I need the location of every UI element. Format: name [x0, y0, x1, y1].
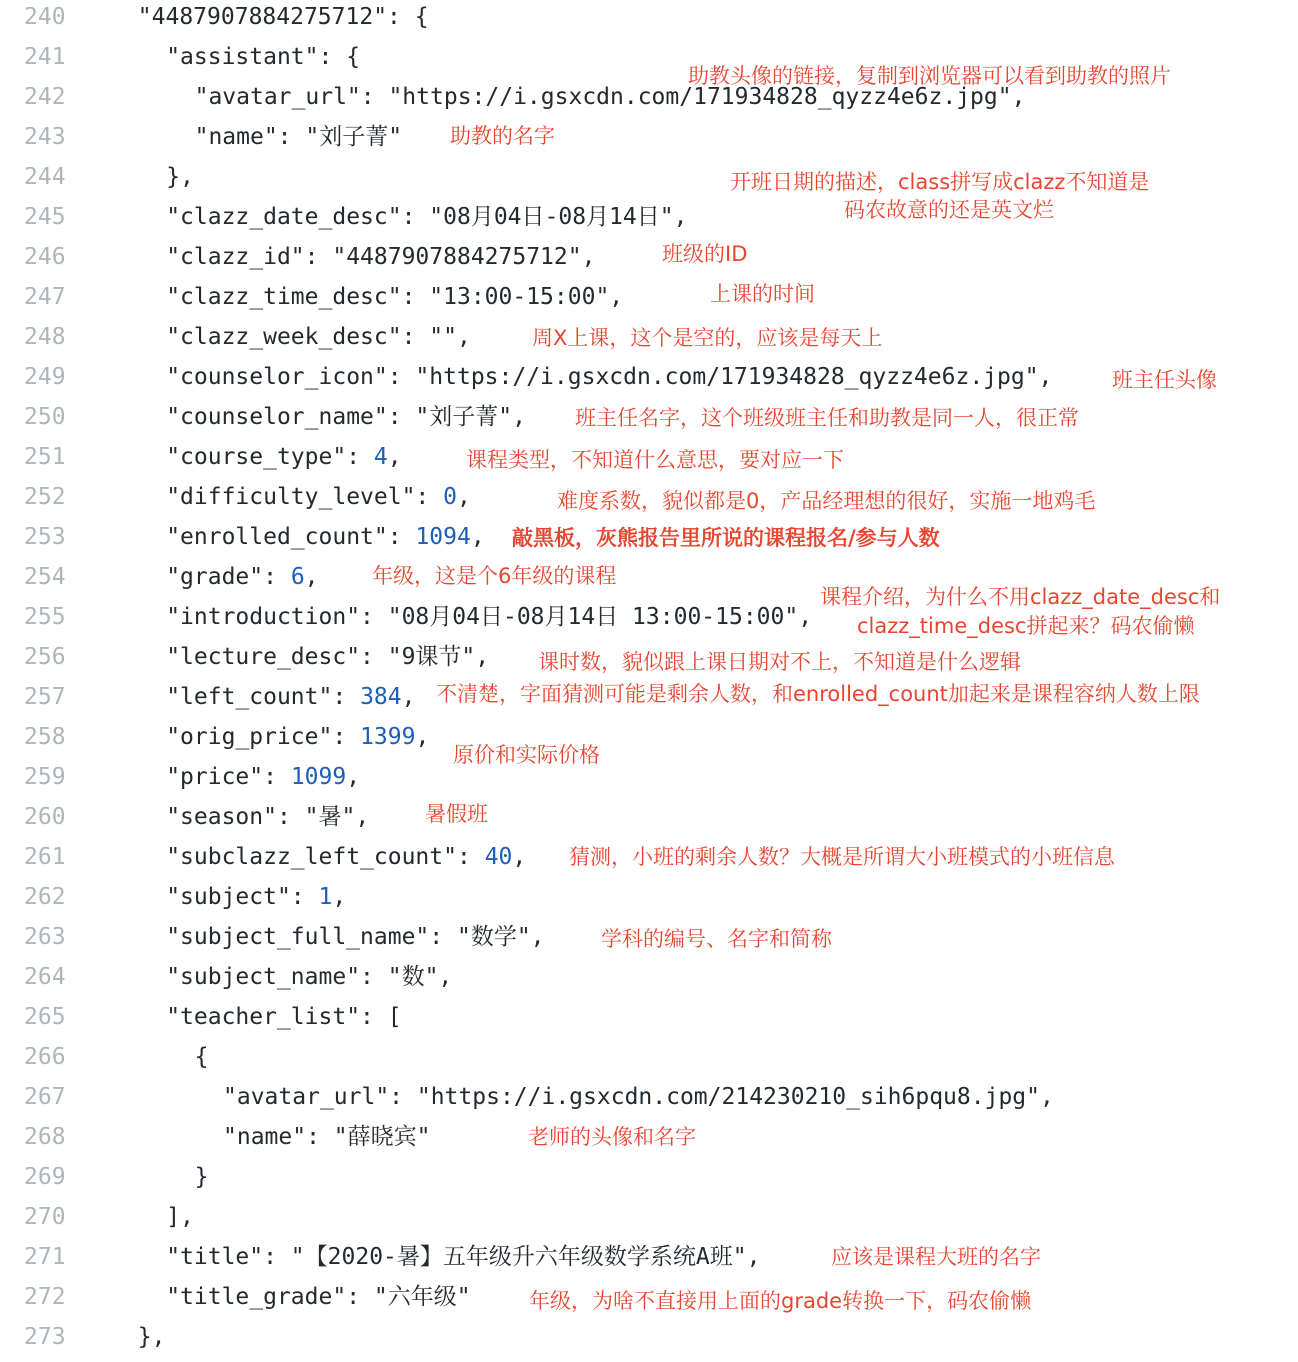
line-number: 245	[24, 204, 66, 230]
annotation-note: 敲黑板，灰熊报告里所说的课程报名/参与人数	[512, 526, 940, 550]
code-text: "title": "【2020-暑】五年级升六年级数学系统A班",	[166, 1244, 761, 1270]
code-line	[0, 277, 1298, 317]
line-number: 243	[24, 124, 66, 150]
annotation-note: 班主任名字，这个班级班主任和助教是同一人，很正常	[575, 406, 1079, 430]
line-number: 240	[24, 4, 66, 30]
code-text	[166, 877, 346, 917]
number-literal: 0	[443, 484, 457, 510]
annotation-note: 老师的头像和名字	[528, 1125, 696, 1149]
code-text: "subject_name": "数",	[166, 964, 453, 990]
code-line	[0, 757, 1298, 797]
json-key: "subject":	[166, 884, 319, 910]
code-text	[166, 437, 401, 477]
code-text: }	[194, 1164, 209, 1190]
punctuation: ,	[470, 524, 485, 550]
line-number: 241	[24, 44, 66, 70]
code-text	[166, 677, 415, 717]
code-text: "counselor_icon": "https://i.gsxcdn.com/171934828_qyzz4e6z.jpg",	[166, 364, 1053, 390]
number-literal: 40	[484, 844, 513, 870]
punctuation: ,	[415, 724, 430, 750]
line-number: 253	[24, 524, 66, 550]
number-literal: 6	[290, 564, 305, 590]
line-number: 256	[24, 644, 66, 670]
line-number: 252	[24, 484, 66, 510]
line-number: 272	[24, 1284, 66, 1310]
annotation-note: clazz_time_desc拼起来？码农偷懒	[857, 614, 1195, 638]
code-text: "avatar_url": "https://i.gsxcdn.com/214230210_sih6pqu8.jpg",	[223, 1084, 1054, 1110]
code-text: "subject_full_name": "数学",	[166, 924, 545, 950]
line-number: 249	[24, 364, 66, 390]
code-text: "introduction": "08月04日-08月14日 13:00-15:00",	[166, 604, 813, 630]
annotation-note: 开班日期的描述，class拼写成clazz不知道是	[730, 170, 1150, 194]
code-text: "clazz_id": "4487907884275712",	[166, 244, 596, 270]
code-text: "avatar_url": "https://i.gsxcdn.com/171934828_qyzz4e6z.jpg",	[194, 84, 1026, 110]
code-line	[0, 957, 1298, 997]
json-key: "grade":	[166, 564, 291, 590]
json-key: "subclazz_left_count":	[166, 844, 485, 870]
json-key: "enrolled_count":	[166, 524, 416, 550]
line-number: 246	[24, 244, 66, 270]
line-number: 250	[24, 404, 66, 430]
line-number: 270	[24, 1204, 66, 1230]
line-number: 247	[24, 284, 66, 310]
line-number: 268	[24, 1124, 66, 1150]
code-text: "name": "刘子菁"	[194, 124, 403, 150]
code-text: "clazz_time_desc": "13:00-15:00",	[166, 284, 624, 310]
code-text: },	[166, 164, 194, 190]
code-line	[0, 1197, 1298, 1237]
line-number: 258	[24, 724, 66, 750]
line-number: 259	[24, 764, 66, 790]
code-text: {	[194, 1044, 209, 1070]
code-line	[0, 357, 1298, 397]
json-key: "course_type":	[166, 444, 374, 470]
annotation-note: 不清楚，字面猜测可能是剩余人数，和enrolled_count加起来是课程容纳人数上限	[436, 682, 1200, 706]
annotation-note: 年级，为啥不直接用上面的grade转换一下，码农偷懒	[529, 1289, 1032, 1313]
code-line	[0, 1237, 1298, 1277]
code-text	[166, 517, 485, 557]
annotation-note: 周X上课，这个是空的，应该是每天上	[532, 326, 883, 350]
line-number: 248	[24, 324, 66, 350]
line-number: 261	[24, 844, 66, 870]
line-number: 266	[24, 1044, 66, 1070]
annotation-note: 暑假班	[425, 802, 488, 826]
punctuation: ,	[332, 884, 347, 910]
annotation-note: 班级的ID	[662, 242, 748, 266]
annotation-note: 码农故意的还是英文烂	[844, 198, 1054, 222]
code-text: "title_grade": "六年级"	[166, 1284, 471, 1310]
code-line	[0, 237, 1298, 277]
code-line	[0, 877, 1298, 917]
code-line	[0, 797, 1298, 837]
code-text: },	[137, 1324, 166, 1350]
punctuation: ,	[512, 844, 527, 870]
punctuation: ,	[304, 564, 319, 590]
code-line	[0, 197, 1298, 237]
code-text	[166, 717, 429, 757]
code-line	[0, 1317, 1298, 1357]
annotation-note: 应该是课程大班的名字	[831, 1245, 1041, 1269]
code-line	[0, 1077, 1298, 1117]
code-line	[0, 997, 1298, 1037]
code-text: "name": "薛晓宾"	[223, 1124, 431, 1150]
code-text	[166, 477, 471, 517]
number-literal: 1399	[360, 724, 416, 750]
line-number: 255	[24, 604, 66, 630]
line-number: 251	[24, 444, 66, 470]
line-number: 242	[24, 84, 66, 110]
punctuation: ,	[401, 684, 416, 710]
punctuation: ,	[387, 444, 402, 470]
json-key: "difficulty_level":	[166, 484, 444, 510]
code-text: "lecture_desc": "9课节",	[166, 644, 490, 670]
line-number: 260	[24, 804, 66, 830]
line-number: 264	[24, 964, 66, 990]
line-number: 273	[24, 1324, 66, 1350]
number-literal: 1094	[415, 524, 471, 550]
annotation-note: 学科的编号、名字和简称	[601, 927, 832, 951]
annotation-note: 助教头像的链接，复制到浏览器可以看到助教的照片	[688, 64, 1171, 88]
number-literal: 384	[360, 684, 402, 710]
line-number: 271	[24, 1244, 66, 1270]
annotation-note: 课程介绍，为什么不用clazz_date_desc和	[820, 585, 1221, 609]
annotation-note: 原价和实际价格	[453, 743, 600, 767]
line-number: 257	[24, 684, 66, 710]
code-line	[0, 117, 1298, 157]
annotation-note: 猜测，小班的剩余人数？大概是所谓大小班模式的小班信息	[569, 845, 1115, 869]
json-key: "price":	[166, 764, 291, 790]
code-text: "clazz_date_desc": "08月04日-08月14日",	[166, 204, 688, 230]
json-key: "left_count":	[166, 684, 361, 710]
code-text: "teacher_list": [	[166, 1004, 402, 1030]
line-number: 263	[24, 924, 66, 950]
code-line	[0, 717, 1298, 757]
line-number: 269	[24, 1164, 66, 1190]
annotation-note: 助教的名字	[450, 124, 555, 148]
punctuation: ,	[346, 764, 361, 790]
line-number: 262	[24, 884, 66, 910]
annotation-note: 年级，这是个6年级的课程	[372, 564, 617, 588]
annotation-note: 难度系数，貌似都是0，产品经理想的很好，实施一地鸡毛	[557, 489, 1096, 513]
json-key: "orig_price":	[166, 724, 361, 750]
number-literal: 4	[373, 444, 388, 470]
annotation-note: 课时数，貌似跟上课日期对不上，不知道是什么逻辑	[538, 650, 1021, 674]
line-number: 265	[24, 1004, 66, 1030]
code-text	[166, 837, 526, 877]
code-text: ],	[166, 1204, 194, 1230]
code-text: "season": "暑",	[166, 804, 370, 830]
number-literal: 1099	[290, 764, 347, 790]
code-text	[166, 757, 360, 797]
punctuation: ,	[457, 484, 471, 510]
line-number: 244	[24, 164, 66, 190]
code-line	[0, 1157, 1298, 1197]
code-line	[0, 1037, 1298, 1077]
code-line	[0, 0, 1298, 37]
line-number: 267	[24, 1084, 66, 1110]
code-text	[166, 557, 318, 597]
code-text: "counselor_name": "刘子菁",	[166, 404, 526, 430]
code-text: "assistant": {	[166, 44, 361, 70]
annotation-note: 课程类型，不知道什么意思，要对应一下	[466, 448, 844, 472]
code-text: "4487907884275712": {	[137, 4, 429, 30]
annotation-note: 班主任头像	[1112, 368, 1217, 392]
annotation-note: 上课的时间	[710, 282, 815, 306]
line-number: 254	[24, 564, 66, 590]
code-text: "clazz_week_desc": "",	[166, 324, 471, 350]
number-literal: 1	[318, 884, 333, 910]
